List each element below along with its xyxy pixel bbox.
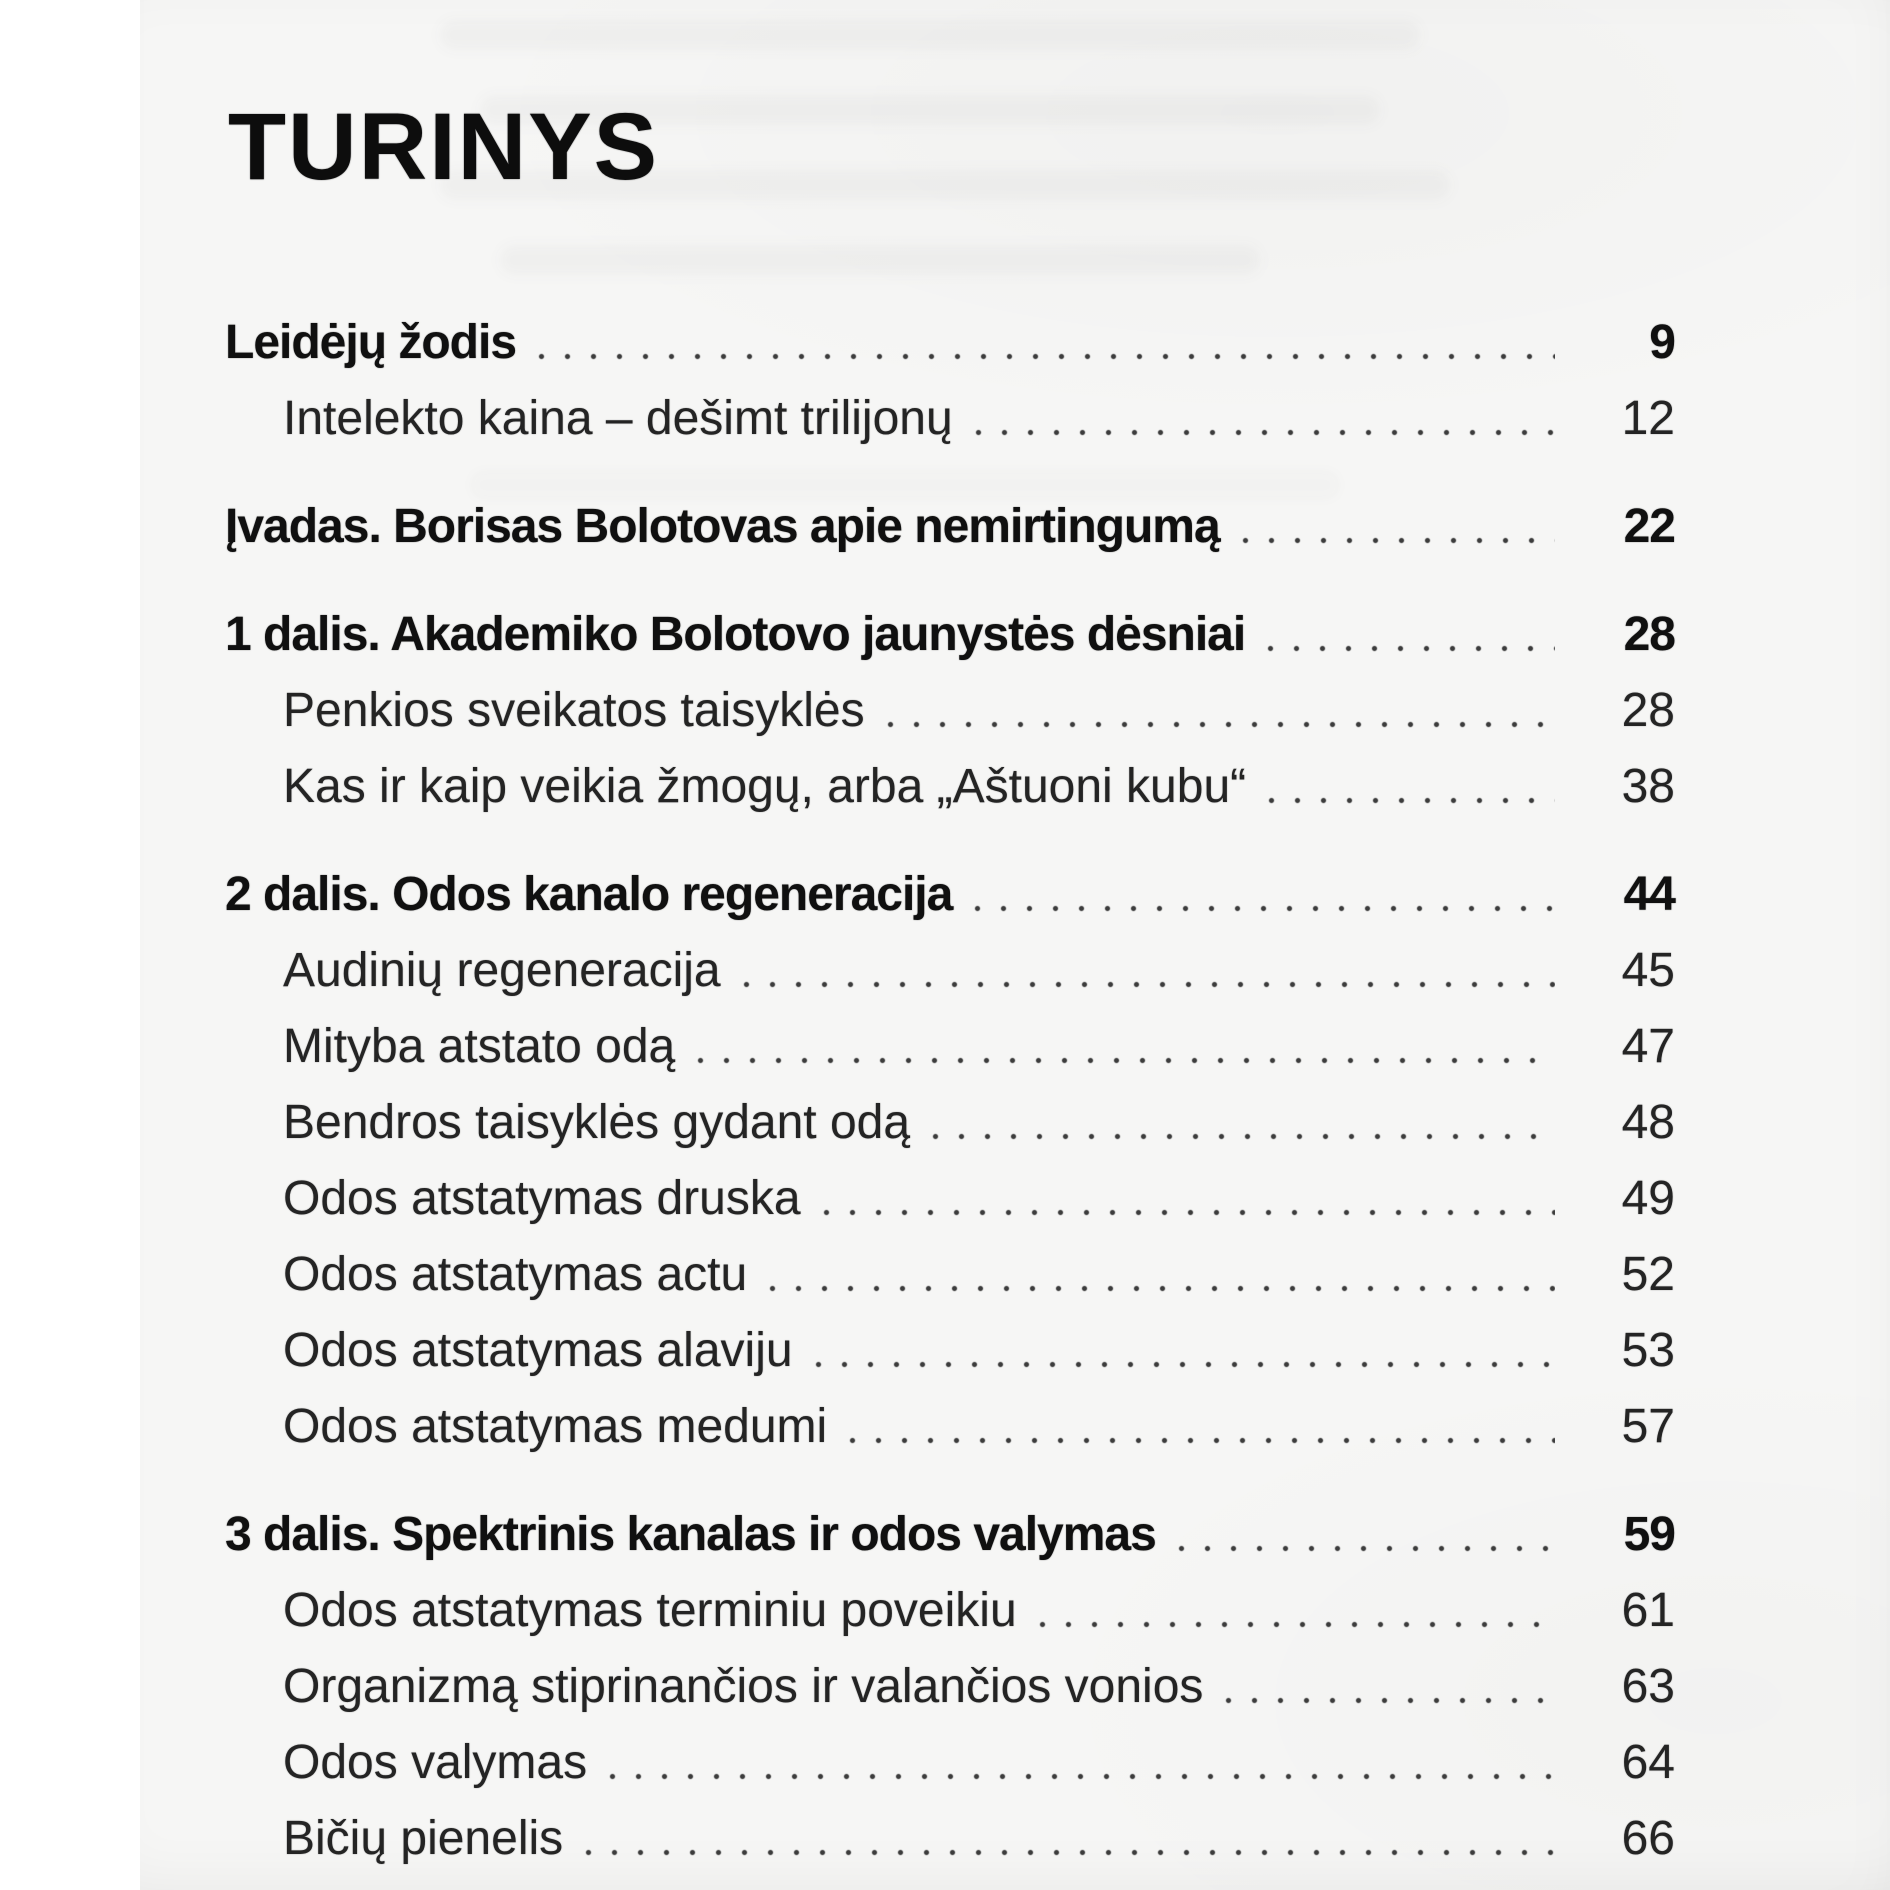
toc-entry (225, 857, 1675, 933)
page-title: TURINYS (228, 94, 659, 200)
toc-list (225, 305, 1675, 1877)
toc-entry-label: Bendros taisyklės gydant odą (283, 1096, 911, 1149)
page-edge-shadow (0, 0, 140, 1890)
toc-entry-label: Odos valymas (283, 1736, 588, 1789)
toc-dot-leader (609, 1773, 1555, 1780)
toc-dot-leader (932, 1133, 1555, 1140)
toc-entry-label: Bičių pienelis (283, 1812, 564, 1865)
toc-dot-leader (975, 429, 1555, 436)
toc-dot-leader (849, 1437, 1555, 1444)
toc-entry (225, 305, 1675, 381)
toc-entry (225, 1801, 1675, 1877)
toc-entry-page: 49 (1621, 1172, 1675, 1225)
toc-entry-page: 66 (1621, 1812, 1675, 1865)
toc-entry-label: Organizmą stiprinančios ir valančios vonios (283, 1660, 1204, 1713)
toc-entry-label: Odos atstatymas druska (283, 1172, 801, 1225)
toc-entry-page: 47 (1621, 1020, 1675, 1073)
toc-entry-page: 44 (1623, 868, 1675, 921)
toc-entry-label: Penkios sveikatos taisyklės (283, 684, 865, 737)
toc-entry (225, 933, 1675, 1009)
toc-entry-page: 52 (1621, 1248, 1675, 1301)
toc-entry (225, 1649, 1675, 1725)
toc-entry-label: Leidėjų žodis (225, 316, 517, 369)
toc-entry-page: 12 (1621, 392, 1675, 445)
toc-entry-label: Kas ir kaip veikia žmogų, arba „Aštuoni kubu“ (283, 760, 1247, 813)
toc-dot-leader (974, 905, 1555, 912)
toc-entry-label: 3 dalis. Spektrinis kanalas ir odos valymas (225, 1508, 1156, 1561)
toc-entry-page: 38 (1621, 760, 1675, 813)
toc-entry-page: 28 (1621, 684, 1675, 737)
toc-entry-page: 45 (1621, 944, 1675, 997)
table-of-contents (140, 0, 1890, 1877)
toc-entry (225, 1389, 1675, 1465)
toc-entry (225, 749, 1675, 825)
toc-entry-label: 1 dalis. Akademiko Bolotovo jaunystės dėsniai (225, 608, 1246, 661)
toc-dot-leader (585, 1849, 1555, 1856)
toc-dot-leader (1225, 1697, 1555, 1704)
toc-entry-label: Odos atstatymas medumi (283, 1400, 828, 1453)
toc-entry (225, 381, 1675, 457)
toc-entry-page: 48 (1621, 1096, 1675, 1149)
toc-entry (225, 1161, 1675, 1237)
toc-dot-leader (815, 1361, 1555, 1368)
toc-entry-page: 28 (1623, 608, 1675, 661)
toc-entry-page: 63 (1621, 1660, 1675, 1713)
toc-dot-leader (538, 353, 1555, 360)
toc-dot-leader (887, 721, 1555, 728)
toc-entry (225, 1237, 1675, 1313)
toc-dot-leader (1039, 1621, 1555, 1628)
toc-entry-page: 57 (1621, 1400, 1675, 1453)
toc-dot-leader (1242, 537, 1555, 544)
scanned-book-page (140, 0, 1890, 1890)
toc-dot-leader (697, 1057, 1555, 1064)
toc-dot-leader (1267, 645, 1555, 652)
toc-entry-page: 59 (1623, 1508, 1675, 1561)
toc-entry-label: Įvadas. Borisas Bolotovas apie nemirtingumą (225, 500, 1220, 553)
toc-dot-leader (1178, 1545, 1555, 1552)
toc-dot-leader (743, 981, 1555, 988)
toc-entry-page: 9 (1649, 316, 1675, 369)
toc-entry (225, 489, 1675, 565)
toc-entry (225, 1573, 1675, 1649)
toc-entry-label: Mityba atstato odą (283, 1020, 676, 1073)
toc-entry (225, 1009, 1675, 1085)
toc-entry (225, 1313, 1675, 1389)
toc-dot-leader (823, 1209, 1555, 1216)
toc-entry-label: 2 dalis. Odos kanalo regeneracija (225, 868, 953, 921)
toc-entry-label: Odos atstatymas actu (283, 1248, 748, 1301)
toc-entry (225, 1725, 1675, 1801)
toc-entry (225, 1497, 1675, 1573)
toc-entry-label: Intelekto kaina – dešimt trilijonų (283, 392, 953, 445)
toc-entry (225, 597, 1675, 673)
toc-entry-label: Odos atstatymas terminiu poveikiu (283, 1584, 1017, 1637)
toc-entry-page: 53 (1621, 1324, 1675, 1377)
toc-entry-label: Audinių regeneracija (283, 944, 721, 997)
toc-dot-leader (769, 1285, 1555, 1292)
toc-entry (225, 673, 1675, 749)
toc-entry-page: 22 (1623, 500, 1675, 553)
toc-entry-label: Odos atstatymas alaviju (283, 1324, 793, 1377)
toc-entry (225, 1085, 1675, 1161)
toc-entry-page: 64 (1621, 1736, 1675, 1789)
toc-dot-leader (1268, 797, 1555, 804)
toc-entry-page: 61 (1621, 1584, 1675, 1637)
